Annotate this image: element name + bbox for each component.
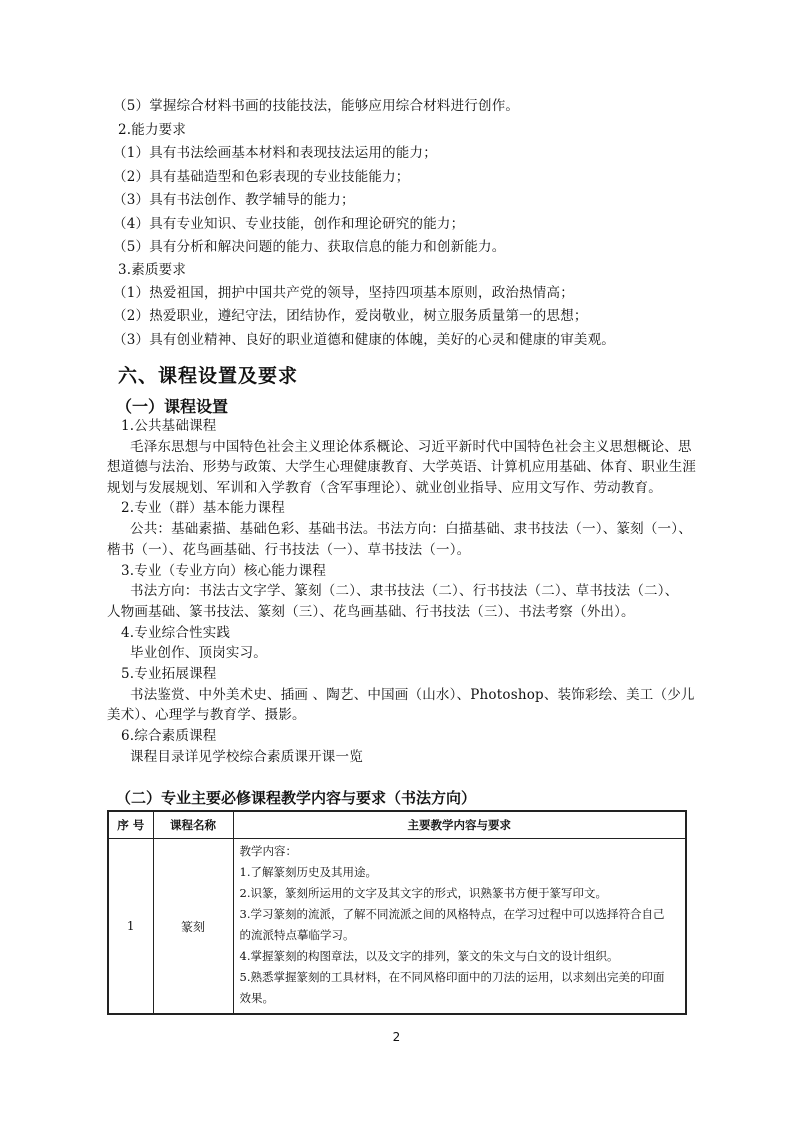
text-line: 人物画基础、篆书技法、篆刻（三）、花鸟画基础、行书技法（三）、书法考察（外出）。	[107, 604, 635, 620]
text-line: （1）热爱祖国，拥护中国共产党的领导，坚持四项基本原则，政治热情高；	[113, 285, 574, 301]
row-course-name: 篆刻	[153, 839, 233, 1015]
content-line: 效果。	[239, 991, 274, 1005]
text-line: 公共：基础素描、基础色彩、基础书法。书法方向：白描基础、隶书技法（一）、篆刻（一）、	[130, 521, 692, 537]
text-line: （1）具有书法绘画基本材料和表现技法运用的能力；	[113, 145, 437, 161]
text-line: 美术）、心理学与教育学、摄影。	[107, 707, 306, 723]
row-number: 1	[108, 839, 153, 1015]
header-number: 序 号	[108, 811, 153, 839]
text-line: （4）具有专业知识、专业技能，创作和理论研究的能力；	[113, 216, 465, 232]
text-line: 毛泽东思想与中国特色社会主义理论体系概论、习近平新时代中国特色社会主义思想概论、思	[130, 439, 692, 455]
subsection-core-courses-title: （二）专业主要必修课程教学内容与要求（书法方向）	[116, 789, 477, 807]
text-line: （2）热爱职业，遵纪守法，团结协作，爱岗敬业，树立服务质量第一的思想；	[113, 308, 588, 324]
content-line: 的流派特点摹临学习。	[239, 928, 355, 942]
text-line: 书法鉴赏、中外美术史、插画 、陶艺、中国画（山水）、Photoshop、装饰彩绘、美工（少儿	[130, 687, 695, 703]
core-course-table	[107, 810, 687, 1015]
header-content: 主要教学内容与要求	[233, 811, 686, 839]
subsection-course-setup-title: （一）课程设置	[116, 397, 229, 416]
text-line: 楷书（一）、花鸟画基础、行书技法（一）、草书技法（一）。	[107, 542, 471, 558]
content-line: 5.熟悉掌握篆刻的工具材料，在不同风格印面中的刀法的运用，以求刻出完美的印面	[239, 970, 665, 984]
text-line: 4.专业综合性实践	[121, 625, 231, 641]
content-line: 3.学习篆刻的流派，了解不同流派之间的风格特点，在学习过程中可以选择符合自己	[239, 907, 665, 921]
text-line: （3）具有创业精神、良好的职业道德和健康的体魄，美好的心灵和健康的审美观。	[113, 332, 615, 348]
text-line: 课程目录详见学校综合素质课开课一览	[130, 749, 363, 765]
page-number: 2	[392, 1030, 401, 1044]
text-line: 想道德与法治、形势与政策、大学生心理健康教育、大学英语、计算机应用基础、体育、职业生涯	[107, 459, 697, 475]
text-line: （3）具有书法创作、教学辅导的能力；	[113, 192, 355, 208]
content-line: 1.了解篆刻历史及其用途。	[239, 865, 377, 879]
table-header-row	[108, 811, 686, 839]
text-line: 2.专业（群）基本能力课程	[121, 500, 285, 516]
table-row	[108, 839, 686, 1015]
content-line: 4.掌握篆刻的构图章法，以及文字的排列，篆文的朱文与白文的设计组织。	[239, 949, 619, 963]
text-line: （5）具有分析和解决问题的能力、获取信息的能力和创新能力。	[113, 239, 506, 255]
row-content	[233, 839, 686, 1015]
text-line: 毕业创作、顶岗实习。	[130, 645, 267, 661]
text-line: 书法方向：书法古文字学、篆刻（二）、隶书技法（二）、行书技法（二）、草书技法（二）、	[130, 583, 679, 599]
text-line: 5.专业拓展课程	[121, 666, 217, 682]
text-line: 3.素质要求	[118, 262, 187, 278]
text-line: 3.专业（专业方向）核心能力课程	[121, 563, 327, 579]
text-line: （5）掌握综合材料书画的技能技法，能够应用综合材料进行创作。	[113, 98, 520, 114]
text-line: 6.综合素质课程	[121, 728, 217, 744]
text-line: 规划与发展规划、军训和入学教育（含军事理论）、就业创业指导、应用文写作、劳动教育。	[107, 480, 662, 496]
content-line: 2.识篆，篆刻所运用的文字及其文字的形式，识熟篆书方便于篆写印文。	[239, 886, 607, 900]
text-line: 1.公共基础课程	[121, 418, 217, 434]
section-title: 六、课程设置及要求	[118, 365, 299, 387]
content-line: 教学内容：	[239, 844, 297, 858]
header-course-name: 课程名称	[153, 811, 233, 839]
text-line: 2.能力要求	[118, 122, 187, 138]
text-line: （2）具有基础造型和色彩表现的专业技能能力；	[113, 169, 410, 185]
